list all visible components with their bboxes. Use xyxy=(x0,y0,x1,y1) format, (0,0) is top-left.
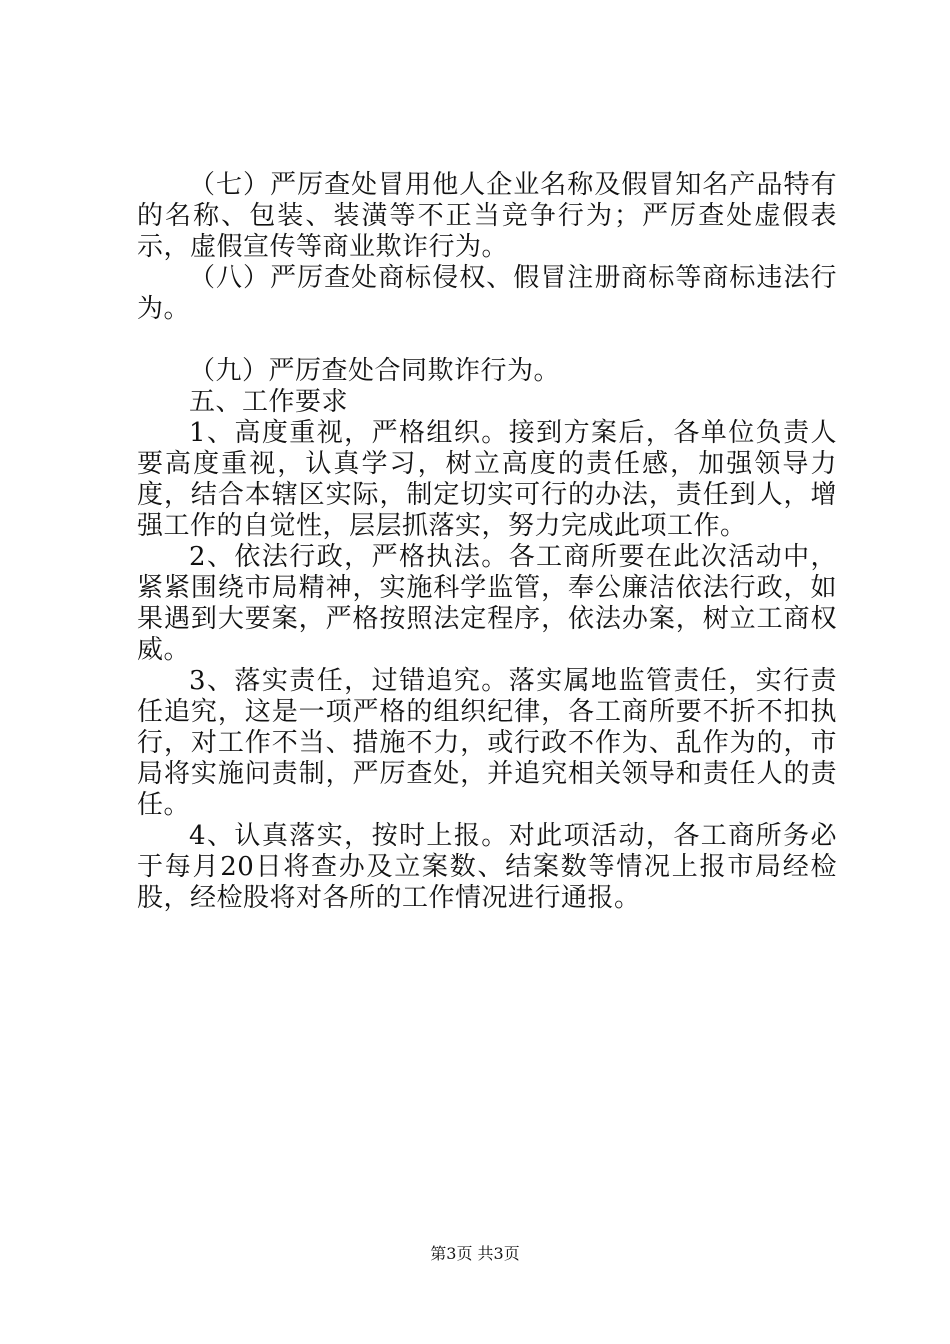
paragraph-8: （八）严厉查处商标侵权、假冒注册商标等商标违法行为。 xyxy=(137,263,837,324)
body-text xyxy=(137,170,837,914)
paragraph-9: （九）严厉查处合同欺诈行为。 xyxy=(189,356,561,386)
page-footer xyxy=(0,1244,950,1264)
requirement-4: 4、认真落实，按时上报。对此项活动，各工商所务必于每月20日将查办及立案数、结案数等情况上报市局经检股，经检股将对各所的工作情况进行通报。 xyxy=(137,821,837,913)
requirement-2: 2、依法行政，严格执法。各工商所要在此次活动中，紧紧围绕市局精神，实施科学监管，奉公廉洁依法行政，如果遇到大要案，严格按照法定程序，依法办案，树立工商权威。 xyxy=(137,542,837,665)
paragraph-7: （七）严厉查处冒用他人企业名称及假冒知名产品特有的名称、包装、装潢等不正当竞争行为；严厉查处虚假表示，虚假宣传等商业欺诈行为。 xyxy=(137,170,837,262)
page-number: 第3页 共3页 xyxy=(430,1244,520,1263)
requirement-3: 3、落实责任，过错追究。落实属地监管责任，实行责任追究，这是一项严格的组织纪律，各工商所要不折不扣执行，对工作不当、措施不力，或行政不作为、乱作为的，市局将实施问责制，严厉查处，并追究相关领导和责任人的责任。 xyxy=(137,666,837,820)
section-heading-work-requirements: 五、工作要求 xyxy=(189,387,349,417)
requirement-1: 1、高度重视，严格组织。接到方案后，各单位负责人要高度重视，认真学习，树立高度的责任感，加强领导力度，结合本辖区实际，制定切实可行的办法，责任到人，增强工作的自觉性，层层抓落实，努力完成此项工作。 xyxy=(137,418,837,541)
